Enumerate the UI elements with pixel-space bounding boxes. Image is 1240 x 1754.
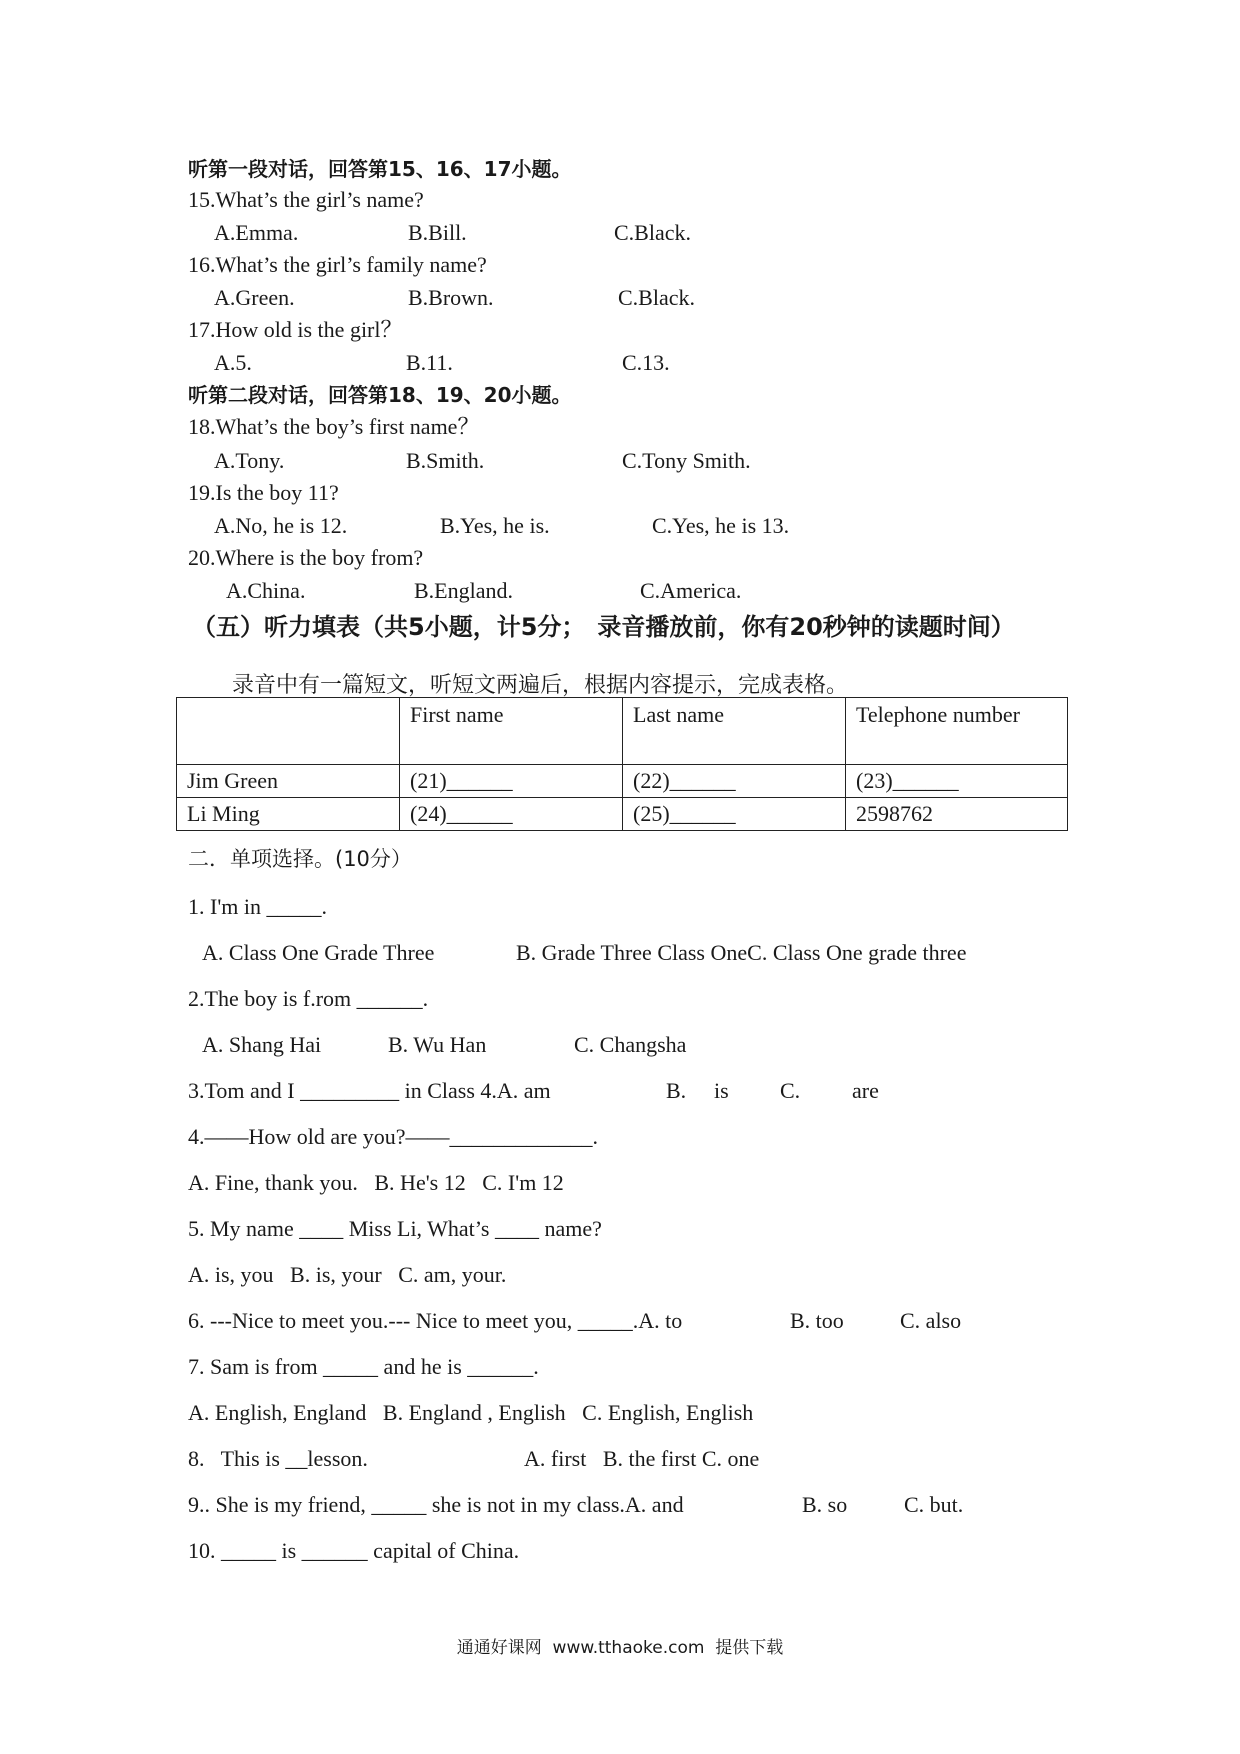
heading-dialogue-1: 听第一段对话，回答第15、16、17小题。 — [188, 157, 572, 181]
q15-option-c: C.Black. — [614, 220, 691, 245]
page-footer: 通通好课网 www.tthaoke.com 提供下载 — [456, 1638, 784, 1658]
table-row — [177, 798, 1068, 831]
q1-option-bc: B. Grade Three Class OneC. Class One grade three — [516, 940, 967, 965]
q2-option-c: C. Changsha — [574, 1032, 687, 1057]
q16-option-a: A.Green. — [214, 285, 295, 310]
table-header-cell: Last name — [623, 698, 846, 765]
q18-option-a: A.Tony. — [214, 448, 285, 473]
part-two-title: 二．单项选择。(10分） — [188, 847, 412, 871]
question-17: 17.How old is the girl？ — [188, 317, 403, 342]
question-18: 18.What’s the boy’s first name？ — [188, 414, 480, 439]
q20-option-c: C.America. — [640, 578, 742, 603]
q6-option-b: B. too — [790, 1308, 844, 1333]
table-cell: (23)______ — [846, 765, 1068, 798]
q20-option-b: B.England. — [414, 578, 513, 603]
table-cell: (24)______ — [400, 798, 623, 831]
table-header-cell — [177, 698, 400, 765]
question-16: 16.What’s the girl’s family name? — [188, 252, 487, 277]
q16-option-c: C.Black. — [618, 285, 695, 310]
choice-question-3: 3.Tom and I _________ in Class 4.A. am — [188, 1078, 551, 1103]
q3-option-c-letter: C. — [780, 1078, 801, 1103]
question-15: 15.What’s the girl’s name? — [188, 187, 424, 212]
q8-options: A. first B. the first C. one — [524, 1446, 760, 1471]
q2-option-a: A. Shang Hai — [202, 1032, 322, 1057]
table-cell: 2598762 — [846, 798, 1068, 831]
table-cell: (22)______ — [623, 765, 846, 798]
q19-option-a: A.No, he is 12. — [214, 513, 348, 538]
choice-question-5: 5. My name ____ Miss Li, What’s ____ name? — [188, 1216, 602, 1241]
choice-question-8: 8. This is __lesson. — [188, 1446, 368, 1471]
choice-question-4: 4.——How old are you?——_____________. — [188, 1124, 599, 1149]
q17-option-c: C.13. — [622, 350, 670, 375]
q9-option-c: C. but. — [904, 1492, 964, 1517]
q6-option-c: C. also — [900, 1308, 962, 1333]
table-header-row — [177, 698, 1068, 765]
q20-option-a: A.China. — [226, 578, 306, 603]
q17-option-b: B.11. — [406, 350, 453, 375]
table-header-cell: First name — [400, 698, 623, 765]
table-cell: Jim Green — [177, 765, 400, 798]
question-19: 19.Is the boy 11? — [188, 480, 339, 505]
q7-options: A. English, England B. England , English C. English, English — [188, 1400, 754, 1425]
q3-option-b-text: is — [714, 1078, 729, 1103]
q17-option-a: A.5. — [214, 350, 252, 375]
choice-question-7: 7. Sam is from _____ and he is ______. — [188, 1354, 539, 1379]
choice-question-1: 1. I'm in _____. — [188, 894, 328, 919]
q3-option-c-text: are — [852, 1078, 879, 1103]
choice-question-2: 2.The boy is f.rom ______. — [188, 986, 429, 1011]
question-20: 20.Where is the boy from? — [188, 545, 424, 570]
q18-option-c: C.Tony Smith. — [622, 448, 751, 473]
q19-option-b: B.Yes, he is. — [440, 513, 550, 538]
listening-fill-table — [176, 697, 1068, 831]
heading-dialogue-2: 听第二段对话，回答第18、19、20小题。 — [188, 383, 572, 407]
table-cell: (21)______ — [400, 765, 623, 798]
q5-options: A. is, you B. is, your C. am, your. — [188, 1262, 507, 1287]
q15-option-b: B.Bill. — [408, 220, 467, 245]
q9-option-b: B. so — [802, 1492, 848, 1517]
q2-option-b: B. Wu Han — [388, 1032, 487, 1057]
section-five-title: （五）听力填表（共5小题，计5分； 录音播放前，你有20秒钟的读题时间） — [192, 613, 1015, 641]
section-five-intro: 录音中有一篇短文，听短文两遍后，根据内容提示，完成表格。 — [232, 673, 849, 698]
table-row — [177, 765, 1068, 798]
q1-option-a: A. Class One Grade Three — [202, 940, 435, 965]
q18-option-b: B.Smith. — [406, 448, 485, 473]
q15-option-a: A.Emma. — [214, 220, 299, 245]
choice-question-10: 10. _____ is ______ capital of China. — [188, 1538, 520, 1563]
table-header-cell: Telephone number — [846, 698, 1068, 765]
q19-option-c: C.Yes, he is 13. — [652, 513, 790, 538]
choice-question-6: 6. ---Nice to meet you.--- Nice to meet you, _____.A. to — [188, 1308, 683, 1333]
table-cell: Li Ming — [177, 798, 400, 831]
choice-question-9: 9.. She is my friend, _____ she is not in my class.A. and — [188, 1492, 684, 1517]
q3-option-b-letter: B. — [666, 1078, 687, 1103]
table-cell: (25)______ — [623, 798, 846, 831]
q4-options: A. Fine, thank you. B. He's 12 C. I'm 12 — [188, 1170, 564, 1195]
q16-option-b: B.Brown. — [408, 285, 494, 310]
